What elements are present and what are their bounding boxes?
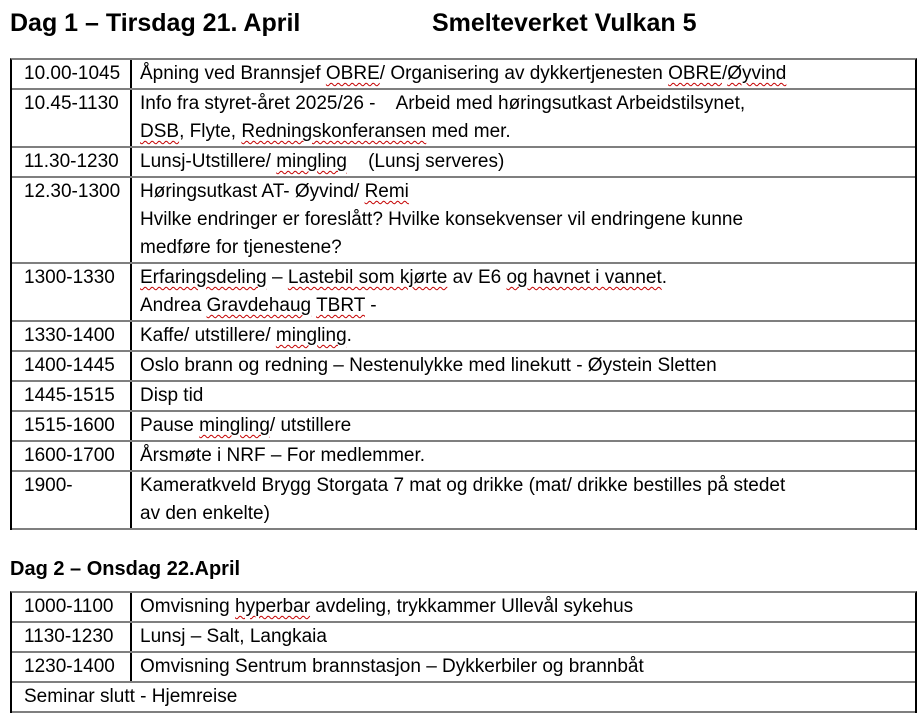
time-cell: 1000-1100 <box>12 593 132 621</box>
description-cell <box>132 593 915 621</box>
agenda-text: Høringsutkast AT- Øyvind/ Remi <box>140 181 409 202</box>
time-cell: 10.45-1130 <box>12 90 132 146</box>
time-cell: 1600-1700 <box>12 442 132 470</box>
agenda-text: Info fra styret-året 2025/26 - Arbeid med høringsutkast Arbeidstilsynet, <box>140 93 746 114</box>
agenda-text: Åpning ved Brannsjef OBRE/ Organisering av dykkertjenesten OBRE/Øyvind <box>140 63 787 84</box>
day2-heading: Dag 2 – Onsdag 22.April <box>10 558 241 580</box>
table-row <box>12 352 915 382</box>
time-cell: 1330-1400 <box>12 322 132 350</box>
agenda-text: medføre for tjenestene? <box>140 237 342 258</box>
time-cell: 12.30-1300 <box>12 178 132 262</box>
table-row <box>12 90 915 148</box>
table-row <box>12 178 915 264</box>
time-cell: 11.30-1230 <box>12 148 132 176</box>
description-cell <box>132 412 915 440</box>
time-cell: 1230-1400 <box>12 653 132 681</box>
agenda-text: Oslo brann og redning – Nestenulykke med linekutt - Øystein Sletten <box>140 355 717 376</box>
agenda-text: Omvisning hyperbar avdeling, trykkammer Ullevål sykehus <box>140 596 634 617</box>
day1-heading: Dag 1 – Tirsdag 21. April <box>10 9 301 37</box>
day1-agenda-table <box>10 58 917 530</box>
time-cell: 10.00-1045 <box>12 60 132 88</box>
table-row <box>12 683 915 713</box>
agenda-text: Erfaringsdeling – Lastebil som kjørte av E6 og havnet i vannet. <box>140 267 668 288</box>
time-cell: 1130-1230 <box>12 623 132 651</box>
table-row <box>12 472 915 530</box>
time-cell: 1300-1330 <box>12 264 132 320</box>
description-cell <box>132 623 915 651</box>
time-cell: 1515-1600 <box>12 412 132 440</box>
description-cell <box>132 653 915 681</box>
description-cell <box>132 322 915 350</box>
time-cell: 1445-1515 <box>12 382 132 410</box>
description-cell <box>132 178 915 262</box>
description-cell <box>132 90 915 146</box>
description-cell <box>132 382 915 410</box>
time-cell: 1900- <box>12 472 132 528</box>
table-row <box>12 148 915 178</box>
table-row <box>12 60 915 90</box>
venue-title: Smelteverket Vulkan 5 <box>432 9 697 37</box>
footer-note: Seminar slutt - Hjemreise <box>24 686 238 707</box>
agenda-text: Omvisning Sentrum brannstasjon – Dykkerbiler og brannbåt <box>140 656 644 677</box>
table-row <box>12 382 915 412</box>
agenda-text: Lunsj – Salt, Langkaia <box>140 626 327 647</box>
agenda-text: Kameratkveld Brygg Storgata 7 mat og drikke (mat/ drikke bestilles på stedet <box>140 475 786 496</box>
table-row <box>12 412 915 442</box>
description-cell <box>132 60 915 88</box>
table-row <box>12 264 915 322</box>
table-row <box>12 623 915 653</box>
agenda-text: Hvilke endringer er foreslått? Hvilke konsekvenser vil endringene kunne <box>140 209 744 230</box>
agenda-text: Andrea Gravdehaug TBRT - <box>140 295 377 316</box>
table-row <box>12 442 915 472</box>
agenda-text: Lunsj-Utstillere/ mingling (Lunsj serveres) <box>140 151 505 172</box>
agenda-text: Kaffe/ utstillere/ mingling. <box>140 325 352 346</box>
description-cell <box>132 264 915 320</box>
time-cell: 1400-1445 <box>12 352 132 380</box>
page-title <box>10 8 917 38</box>
table-row <box>12 653 915 683</box>
agenda-text: Disp tid <box>140 385 204 406</box>
description-cell <box>132 352 915 380</box>
agenda-text: Årsmøte i NRF – For medlemmer. <box>140 445 426 466</box>
description-cell <box>132 148 915 176</box>
table-row <box>12 322 915 352</box>
description-cell <box>132 442 915 470</box>
seminar-end-cell <box>12 683 915 711</box>
day2-agenda-table <box>10 591 917 713</box>
agenda-text: av den enkelte) <box>140 503 270 524</box>
description-cell <box>132 472 915 528</box>
agenda-text: Pause mingling/ utstillere <box>140 415 352 436</box>
table-row <box>12 593 915 623</box>
agenda-text: DSB, Flyte, Redningskonferansen med mer. <box>140 121 511 142</box>
